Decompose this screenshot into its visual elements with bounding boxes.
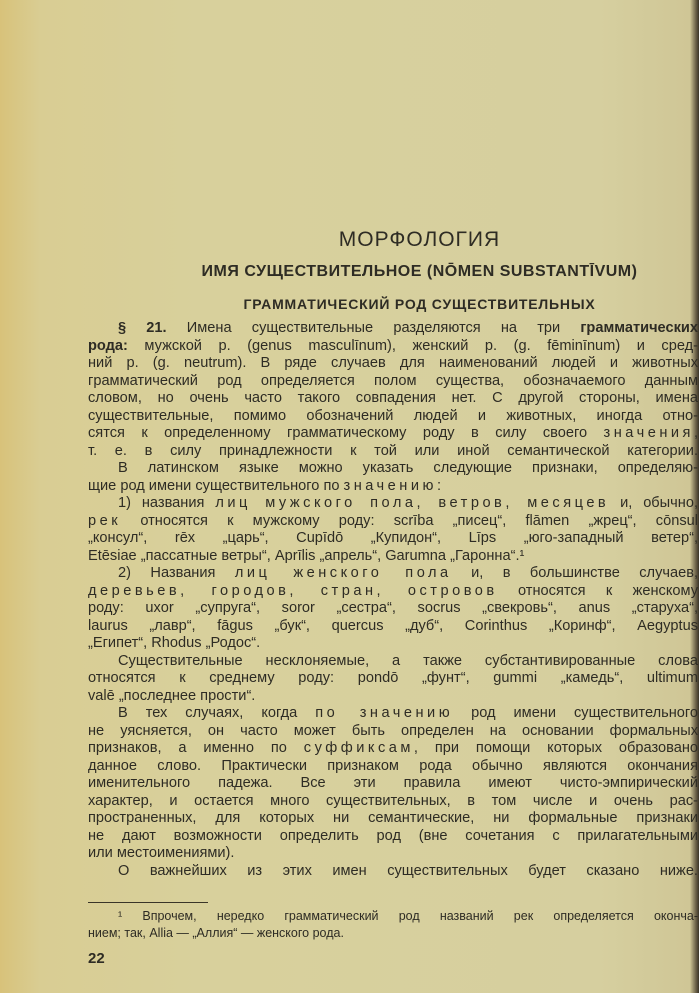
text-line <box>88 390 698 408</box>
text-line <box>88 705 698 723</box>
body-text <box>88 320 698 880</box>
text-segment: щие род имени существительного по <box>88 477 344 494</box>
text-line <box>88 793 698 811</box>
spaced-emphasis-text: лиц женского пола <box>234 565 452 581</box>
text-line <box>88 635 698 653</box>
text-segment: Etēsiae „пассатные ветры“, Aprīlis „апрель“, Garumna „Гаронна“.¹ <box>88 547 525 564</box>
spaced-emphasis-text: лиц мужского пола, ветров, месяцев <box>215 495 610 511</box>
text-segment: ¹ Впрочем, нередко грамматический род названий рек определяется оконча- <box>118 909 698 923</box>
text-segment: относятся к женскому <box>497 582 698 599</box>
text-line <box>88 925 698 942</box>
text-line <box>88 338 698 356</box>
text-segment: грамматический род определяется полом существа, обозначаемого данным <box>88 372 698 389</box>
text-segment: роду: uxor „супруга“, soror „сестра“, socrus „свекровь“, anus „старуха“, <box>88 600 698 616</box>
text-line <box>88 443 698 461</box>
text-line <box>88 320 698 338</box>
text-segment: род имени существительного <box>453 705 698 721</box>
spaced-emphasis-text: по значению <box>315 705 454 721</box>
text-segment: данное слово. Практически признаком рода обычно являются окончания <box>88 757 698 774</box>
text-line <box>88 908 698 925</box>
text-line <box>88 583 698 601</box>
text-line <box>88 670 698 688</box>
text-line <box>88 723 698 741</box>
footnote-divider <box>88 902 208 903</box>
text-segment: существительные, помимо обозначений людей и животных, иногда отно- <box>88 407 698 424</box>
text-segment: т. е. в силу принадлежности к той или иной семантической категории. <box>88 442 698 459</box>
text-line <box>88 460 698 478</box>
text-segment: : <box>436 477 442 494</box>
text-line <box>88 478 698 496</box>
text-line <box>88 495 698 513</box>
text-segment: 1) названия <box>118 495 216 511</box>
text-segment: пространенных, для которых ни семантические, ни формальные признаки <box>88 810 698 826</box>
page-number: 22 <box>88 950 105 967</box>
text-segment: признаков, а именно по <box>88 740 304 756</box>
text-segment: именительного падежа. Все эти правила имеют чисто-эмпирический <box>88 775 698 791</box>
text-line <box>88 863 698 881</box>
text-segment: не уясняется, он часто может быть определен на основании формальных <box>88 722 698 739</box>
spaced-emphasis-text: суффиксам <box>303 740 414 756</box>
text-segment: В тех случаях, когда <box>118 705 316 721</box>
text-segment: О важнейших из этих имен существительных будет сказано ниже. <box>118 862 698 879</box>
text-segment: valē „последнее прости“. <box>88 687 256 704</box>
text-segment: Имена существительные разделяются на три <box>166 320 581 336</box>
text-segment: и, в большинстве случаев, <box>451 565 698 581</box>
text-line <box>88 653 698 671</box>
text-segment: сятся к определенному грамматическому роду в силу своего <box>88 425 604 441</box>
text-line <box>88 845 698 863</box>
text-segment: не дают возможности определить род (вне сочетания с прилагательными <box>88 827 698 844</box>
text-line <box>88 600 698 618</box>
text-line <box>88 373 698 391</box>
text-line <box>88 565 698 583</box>
spaced-emphasis-text: значению <box>343 477 437 494</box>
text-segment: 2) Названия <box>118 565 235 581</box>
text-segment: В латинском языке можно указать следующие признаки, определяю- <box>118 460 698 476</box>
text-line <box>88 425 698 443</box>
text-segment: словом, но очень часто такого совпадения нет. С другой стороны, имена <box>88 390 698 406</box>
section-title: ИМЯ СУЩЕСТВИТЕЛЬНОЕ (NŌMEN SUBSTANTĪVUM) <box>201 263 638 280</box>
text-segment: характер, и остается много существительных, в том числе и очень рас- <box>88 792 698 809</box>
text-segment: , <box>693 425 698 441</box>
text-line <box>88 740 698 758</box>
bold-text: грамматических <box>580 320 698 336</box>
text-line <box>88 408 698 426</box>
spaced-emphasis-text: значения <box>603 425 694 441</box>
chapter-title: МОРФОЛОГИЯ <box>338 228 501 251</box>
footnote <box>88 908 698 942</box>
text-segment: „Египет“, Rhodus „Родос“. <box>88 635 261 651</box>
text-line <box>88 758 698 776</box>
text-segment: или местоимениями). <box>88 845 235 861</box>
text-line <box>88 810 698 828</box>
text-line <box>88 775 698 793</box>
text-segment: laurus „лавр“, fāgus „бук“, quercus „дуб“, Corinthus „Коринф“, Aegyptus <box>88 617 698 634</box>
bold-text: § 21. <box>118 320 167 336</box>
text-segment: „консул“, rēx „царь“, Cupīdō „Купидон“, Līps „юго-западный ветер“, <box>88 530 698 546</box>
text-segment: , при помощи которых образовано <box>413 740 698 756</box>
text-line <box>88 618 698 636</box>
text-segment: нием; так, Allia — „Аллия“ — женского рода. <box>88 926 344 940</box>
spaced-emphasis-text: деревьев, городов, стран, островов <box>88 582 498 599</box>
text-line <box>88 548 698 566</box>
text-segment: и, обычно, <box>609 495 698 511</box>
text-segment: Существительные несклоняемые, а также субстантивированные слова <box>118 652 698 669</box>
text-segment: относятся к мужскому роду: scrība „писец“, flāmen „жрец“, cōnsul <box>121 512 698 529</box>
text-line <box>88 513 698 531</box>
text-segment: мужской р. (genus masculīnum), женский р. (g. fēminīnum) и сред- <box>127 337 698 354</box>
text-segment: относятся к среднему роду: pondō „фунт“, gummi „камедь“, ultimum <box>88 670 698 686</box>
text-line <box>88 828 698 846</box>
subsection-title: ГРАММАТИЧЕСКИЙ РОД СУЩЕСТВИТЕЛЬНЫХ <box>243 296 596 312</box>
text-line <box>88 355 698 373</box>
text-line <box>88 688 698 706</box>
bold-text: рода: <box>88 337 128 354</box>
text-line <box>88 530 698 548</box>
spaced-emphasis-text: рек <box>88 512 122 529</box>
text-segment: ний р. (g. neutrum). В ряде случаев для наименований людей и животных <box>88 355 698 371</box>
